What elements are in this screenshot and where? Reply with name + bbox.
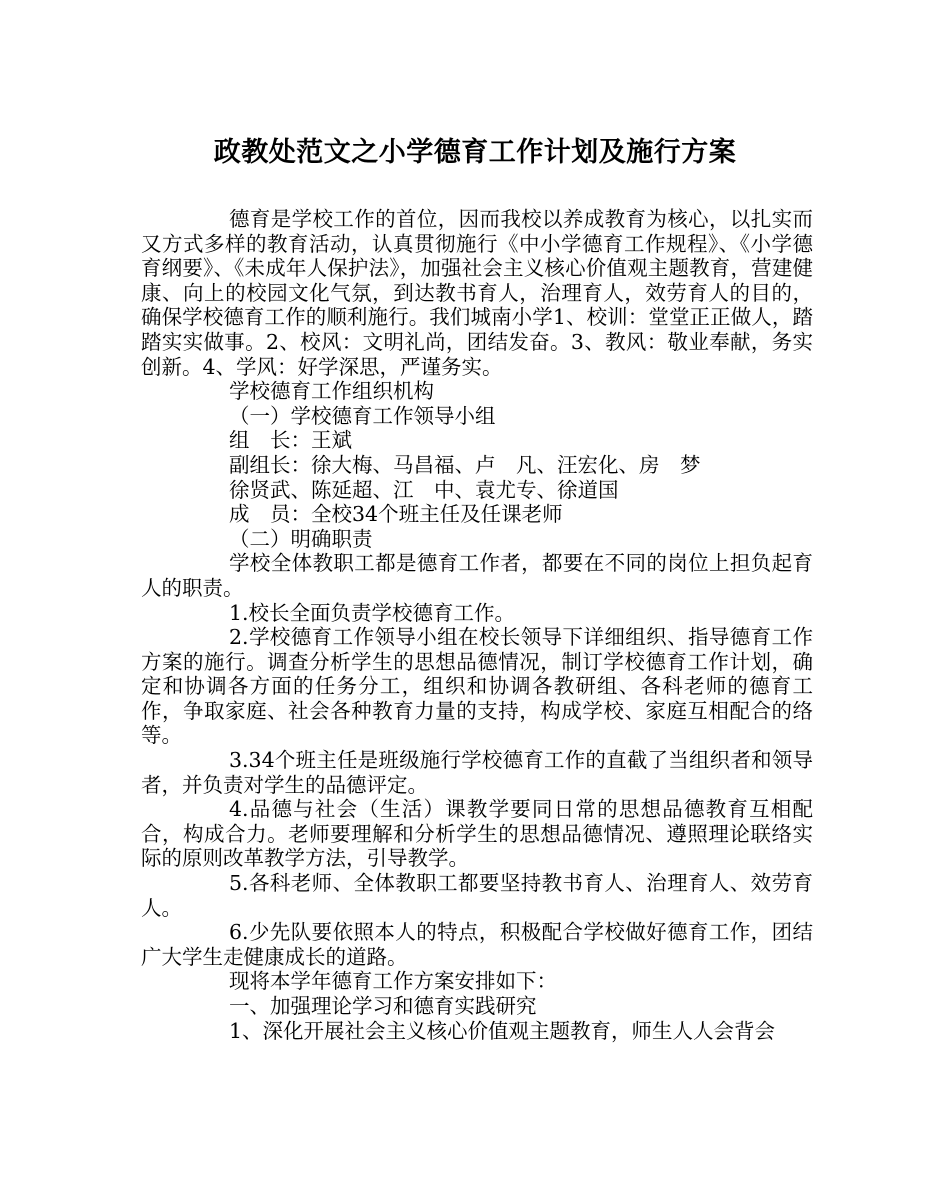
- duty-item-6: 6.少先队要依照本人的特点，积极配合学校做好德育工作，团结广大学生走健康成长的道路。: [141, 920, 813, 969]
- paragraph-all-staff: 学校全体教职工都是德育工作者，都要在不同的岗位上担负起育人的职责。: [141, 551, 813, 600]
- heading-organization: 学校德育工作组织机构: [229, 379, 434, 404]
- document-body: [141, 207, 813, 1043]
- duty-item-4: 4.品德与社会（生活）课教学要同日常的思想品德教育互相配合，构成合力。老师要理解和分析学生的思想品德情况、遵照理论联络实际的原则改革教学方法，引导教学。: [141, 797, 813, 871]
- duty-item-3: 3.34个班主任是班级施行学校德育工作的直截了当组织者和领导者，并负责对学生的品德评定。: [141, 748, 813, 797]
- subheading-leadership-group: （一）学校德育工作领导小组: [229, 403, 496, 428]
- section-item-1: 1、深化开展社会主义核心价值观主题教育，师生人人会背会: [229, 1018, 776, 1043]
- deputy-leaders-continued-line: 徐贤武、陈延超、江 中、袁尤专、徐道国: [229, 477, 619, 502]
- group-leader-line: 组 长：王斌: [229, 428, 352, 453]
- paragraph-intro: 德育是学校工作的首位，因而我校以养成教育为核心，以扎实而又方式多样的教育活动，认真贯彻施行《中小学德育工作规程》、《小学德育纲要》、《未成年人保护法》，加强社会主义核心价值观主题教育，营建健康、向上的校园文化气氛，到达教书育人，治理育人，效劳育人的目的，确保学校德育工作的顺利施行。我们城南小学1、校训：堂堂正正做人，踏踏实实做事。2、校风：文明礼尚，团结发奋。3、教风：敬业奉献，务实创新。4、学风：好学深思，严谨务实。: [141, 207, 813, 379]
- members-line: 成 员：全校34个班主任及任课老师: [229, 502, 563, 527]
- subheading-responsibilities: （二）明确职责: [229, 526, 373, 551]
- plan-intro-line: 现将本学年德育工作方案安排如下：: [229, 969, 557, 994]
- section-heading-1: 一、加强理论学习和德育实践研究: [229, 994, 537, 1018]
- deputy-leaders-line: 副组长：徐大梅、马昌福、卢 凡、汪宏化、房 梦: [229, 452, 701, 477]
- duty-item-2: 2.学校德育工作领导小组在校长领导下详细组织、指导德育工作方案的施行。调查分析学生的思想品德情况，制订学校德育工作计划，确定和协调各方面的任务分工，组织和协调各教研组、各科老师的德育工作，争取家庭、社会各种教育力量的支持，构成学校、家庭互相配合的络等。: [141, 625, 813, 748]
- page-title: 政教处范文之小学德育工作计划及施行方案: [213, 137, 737, 168]
- duty-item-1: 1.校长全面负责学校德育工作。: [229, 600, 516, 625]
- duty-item-5: 5.各科老师、全体教职工都要坚持教书育人、治理育人、效劳育人。: [141, 871, 813, 920]
